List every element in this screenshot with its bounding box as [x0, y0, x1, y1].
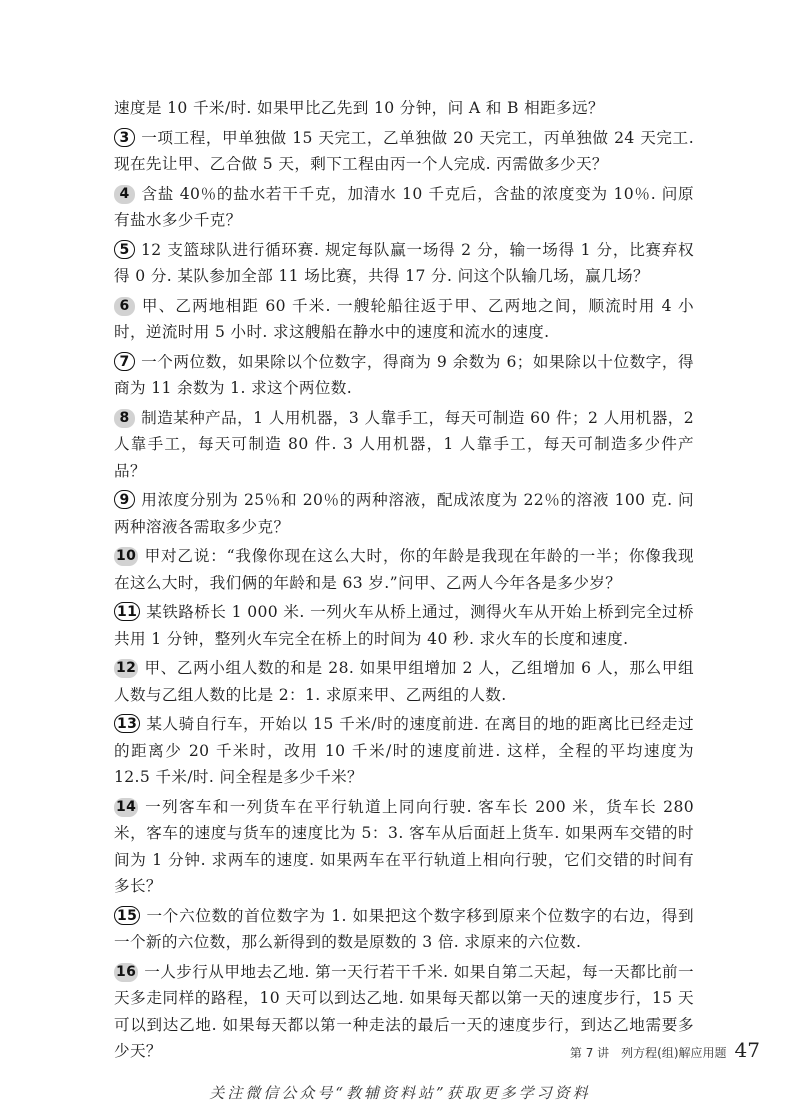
problem-number-badge: 6: [114, 297, 135, 316]
problem-text: 甲、乙两地相距 60 千米. 一艘轮船往返于甲、乙两地之间，顺流时用 4 小时，逆流时用 5 小时. 求这艘船在静水中的速度和流水的速度.: [114, 296, 694, 341]
problem-item-2-continued: [114, 95, 694, 122]
problem-item-6: [114, 293, 694, 346]
problem-number-badge: 12: [116, 660, 137, 676]
page-number: 47: [734, 1038, 760, 1062]
problem-item-3: [114, 125, 694, 178]
problem-text: 一列客车和一列货车在平行轨道上同向行驶. 客车长 200 米，货车长 280 米，客车的速度与货车的速度比为 5：3. 客车从后面赶上货车. 如果两车交错的时间为 1 分钟. 求两车的速度. 如果两车在平行轨道上相向行驶，它们交错的时间有多长？: [114, 797, 694, 895]
problem-item-7: [114, 349, 694, 402]
problem-text: 某铁路桥长 1 000 米. 一列火车从桥上通过，测得火车从开始上桥到完全过桥共用 1 分钟，整列火车完全在桥上的时间为 40 秒. 求火车的长度和速度.: [114, 603, 694, 648]
problem-text: 12 支篮球队进行循环赛. 规定每队赢一场得 2 分，输一场得 1 分，比赛弃权得 0 分. 某队参加全部 11 场比赛，共得 17 分. 问这个队输几场，赢几场？: [114, 240, 694, 285]
problem-item-4: [114, 181, 694, 234]
problem-number-badge: 8: [114, 409, 135, 428]
problem-text: 一个两位数，如果除以个位数字，得商为 9 余数为 6；如果除以十位数字，得商为 11 余数为 1. 求这个两位数.: [114, 352, 694, 397]
problem-list: [114, 95, 694, 1068]
problem-number-badge: 15: [114, 906, 140, 925]
problem-item-15: [114, 903, 694, 956]
problem-text: 一人步行从甲地去乙地. 第一天行若干千米. 如果自第二天起，每一天都比前一天多走同样的路程，10 天可以到达乙地. 如果每天都以第一天的速度步行，15 天可以到达乙地. 如果每天都以第一种走法的最后一天的速度步行，到达乙地需要多少天？: [114, 962, 694, 1060]
problem-number-badge: 14: [116, 798, 137, 815]
problem-item-10: [114, 543, 694, 596]
problem-number-badge: 4: [114, 185, 135, 204]
problem-text: 制造某种产品，1 人用机器，3 人靠手工，每天可制造 60 件；2 人用机器，2 人靠手工，每天可制造 80 件. 3 人用机器，1 人靠手工，每天可制造多少件产品？: [114, 408, 694, 480]
problem-number-badge: 13: [114, 714, 140, 733]
problem-item-14: [114, 794, 694, 900]
problem-text: 一项工程，甲单独做 15 天完工，乙单独做 20 天完工，丙单独做 24 天完工. 现在先让甲、乙合做 5 天，剩下工程由丙一个人完成. 丙需做多少天？: [114, 128, 694, 173]
problem-number-badge: 16: [116, 963, 137, 980]
problem-text: 一个六位数的首位数字为 1. 如果把这个数字移到原来个位数字的右边，得到一个新的六位数，那么新得到的数是原数的 3 倍. 求原来的六位数.: [114, 906, 694, 951]
problem-item-11: [114, 599, 694, 652]
problem-text: 某人骑自行车，开始以 15 千米/时的速度前进. 在离目的地的距离比已经走过的距离少 20 千米时，改用 10 千米/时的速度前进. 这样，全程的平均速度为 12.5 千米/时. 问全程是多少千米？: [114, 715, 694, 786]
problem-item-12: [114, 655, 694, 708]
problem-text: 含盐 40％的盐水若干千克，加清水 10 千克后，含盐的浓度变为 10％. 问原有盐水多少千克？: [114, 184, 694, 229]
problem-number-badge: 11: [114, 602, 140, 621]
problem-number-badge: 5: [114, 240, 135, 259]
problem-text: 用浓度分别为 25％和 20％的两种溶液，配成浓度为 22％的溶液 100 克. 问两种溶液各需取多少克？: [114, 491, 694, 536]
problem-number-badge: 10: [116, 548, 137, 564]
problem-item-8: [114, 405, 694, 485]
problem-item-9: [114, 487, 694, 540]
problem-text: 速度是 10 千米/时. 如果甲比乙先到 10 分钟，问 A 和 B 相距多远？: [114, 99, 604, 117]
section-title: 第 7 讲 列方程(组)解应用题: [569, 1046, 727, 1060]
problem-item-5: [114, 237, 694, 290]
problem-number-badge: 7: [114, 352, 135, 371]
problem-item-13: [114, 711, 694, 791]
problem-number-badge: 3: [114, 128, 135, 147]
problem-text: 甲对乙说：“我像你现在这么大时，你的年龄是我现在年龄的一半；你像我现在这么大时，我们俩的年龄和是 63 岁.”问甲、乙两人今年各是多少岁？: [114, 547, 694, 592]
problem-number-badge: 9: [114, 490, 135, 509]
watermark-text: 关注微信公众号“教辅资料站”获取更多学习资料: [209, 1084, 591, 1102]
problem-text: 甲、乙两小组人数的和是 28. 如果甲组增加 2 人，乙组增加 6 人，那么甲组人数与乙组人数的比是 2：1. 求原来甲、乙两组的人数.: [114, 659, 694, 704]
page-footer: [520, 1038, 760, 1062]
